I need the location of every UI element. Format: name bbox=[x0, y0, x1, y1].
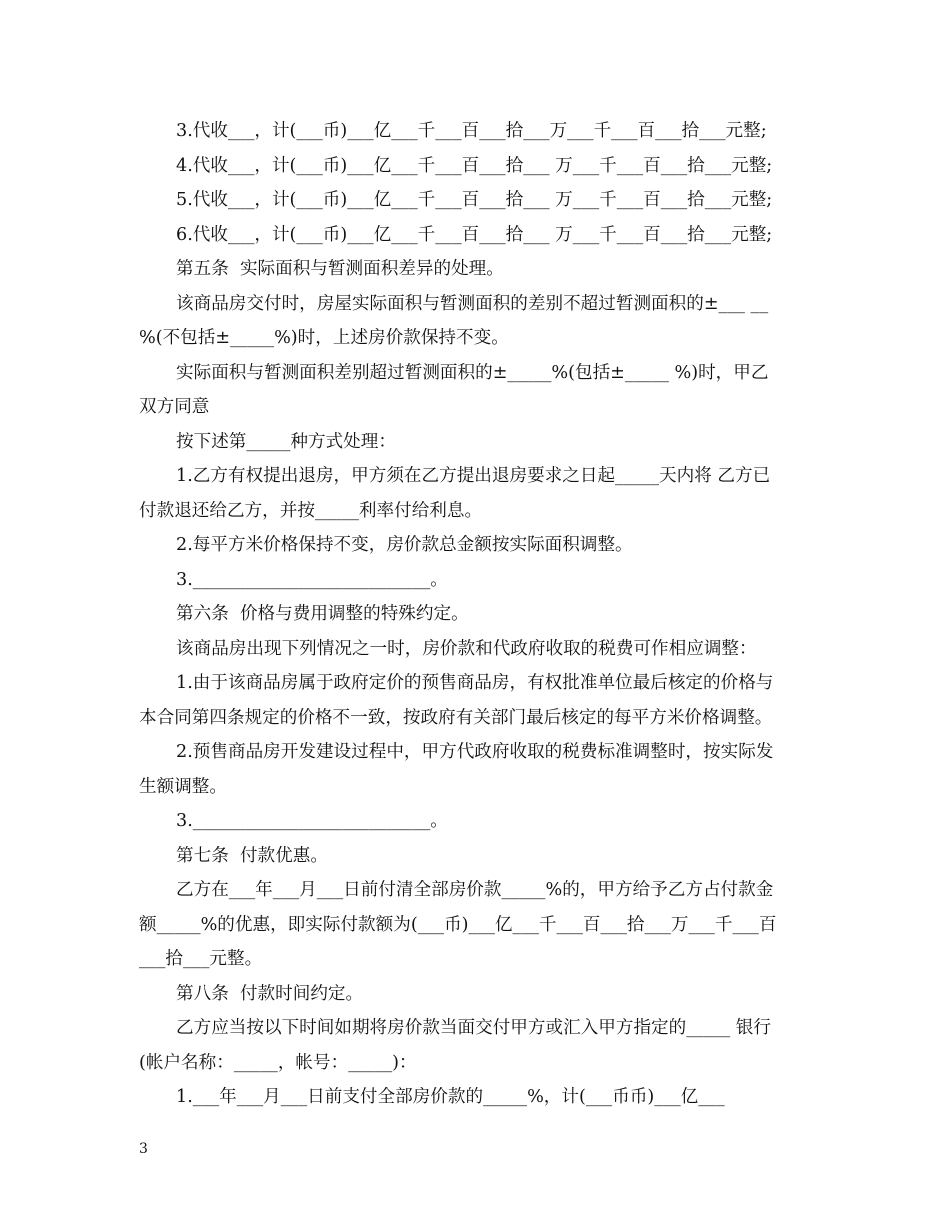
text-line: 1.___年___月___日前支付全部房价款的_____%，计(___币币)___亿___ bbox=[176, 1087, 725, 1107]
text-line: %(不包括±_____%)时，上述房价款保持不变。 bbox=[139, 328, 509, 348]
text-line: 1.乙方有权提出退房，甲方须在乙方提出退房要求之日起_____天内将 乙方已 bbox=[176, 466, 771, 486]
document-body bbox=[139, 114, 819, 1115]
text-line: 6.代收___，计(___币)___亿___千___百___拾___ 万___千___百___拾___元整; bbox=[176, 224, 773, 245]
text-line: 本合同第四条规定的价格不一致，按政府有关部门最后核定的每平方米价格调整。 bbox=[139, 707, 773, 728]
text-line: 3.___________________________。 bbox=[176, 811, 448, 831]
text-line: 2.每平方米价格保持不变，房价款总金额按实际面积调整。 bbox=[176, 535, 633, 555]
text-line: 3.代收___，计(___币)___亿___千___百___拾___万___千___百___拾___元整; bbox=[176, 121, 767, 141]
text-line: 1.由于该商品房属于政府定价的预售商品房，有权批准单位最后核定的价格与 bbox=[176, 673, 774, 693]
text-line: 生额调整。 bbox=[139, 776, 227, 797]
text-line: 按下述第_____种方式处理： bbox=[176, 431, 396, 452]
text-line: 2.预售商品房开发建设过程中，甲方代政府收取的税费标准调整时，按实际发 bbox=[176, 742, 774, 762]
text-line: 乙方应当按以下时间如期将房价款当面交付甲方或汇入甲方指定的_____ 银行 bbox=[176, 1018, 771, 1038]
text-line: 乙方在___年___月___日前付清全部房价款_____%的，甲方给予乙方占付款金 bbox=[176, 880, 774, 900]
text-line: 该商品房交付时，房屋实际面积与暂测面积的差别不超过暂测面积的±___ __ bbox=[176, 293, 769, 314]
text-line: 付款退还给乙方，并按_____利率付给利息。 bbox=[139, 500, 483, 521]
text-line: 额_____%的优惠，即实际付款额为(___币)___亿___千___百___拾___万___千___百 bbox=[139, 914, 777, 935]
text-line: 3.___________________________。 bbox=[176, 569, 448, 590]
page-number: 3 bbox=[139, 1141, 148, 1157]
text-line: 5.代收___，计(___币)___亿___千___百___拾___ 万___千___百___拾___元整; bbox=[176, 190, 773, 210]
text-line: 第八条 付款时间约定。 bbox=[176, 983, 364, 1004]
text-line: 4.代收___，计(___币)___亿___千___百___拾___ 万___千___百___拾___元整; bbox=[176, 155, 773, 176]
text-line: 双方同意 bbox=[139, 397, 210, 417]
text-line: ___拾___元整。 bbox=[139, 949, 263, 969]
text-line: 该商品房出现下列情况之一时，房价款和代政府收取的税费可作相应调整： bbox=[176, 638, 757, 659]
text-line: 第六条 价格与费用调整的特殊约定。 bbox=[176, 604, 469, 624]
text-line: 实际面积与暂测面积差别超过暂测面积的±_____%(包括±_____ %)时，甲乙 bbox=[176, 362, 769, 383]
text-line: 第七条 付款优惠。 bbox=[176, 845, 328, 866]
text-line: (帐户名称：_____，帐号：_____)： bbox=[139, 1052, 417, 1073]
text-line: 第五条 实际面积与暂测面积差异的处理。 bbox=[176, 259, 504, 279]
